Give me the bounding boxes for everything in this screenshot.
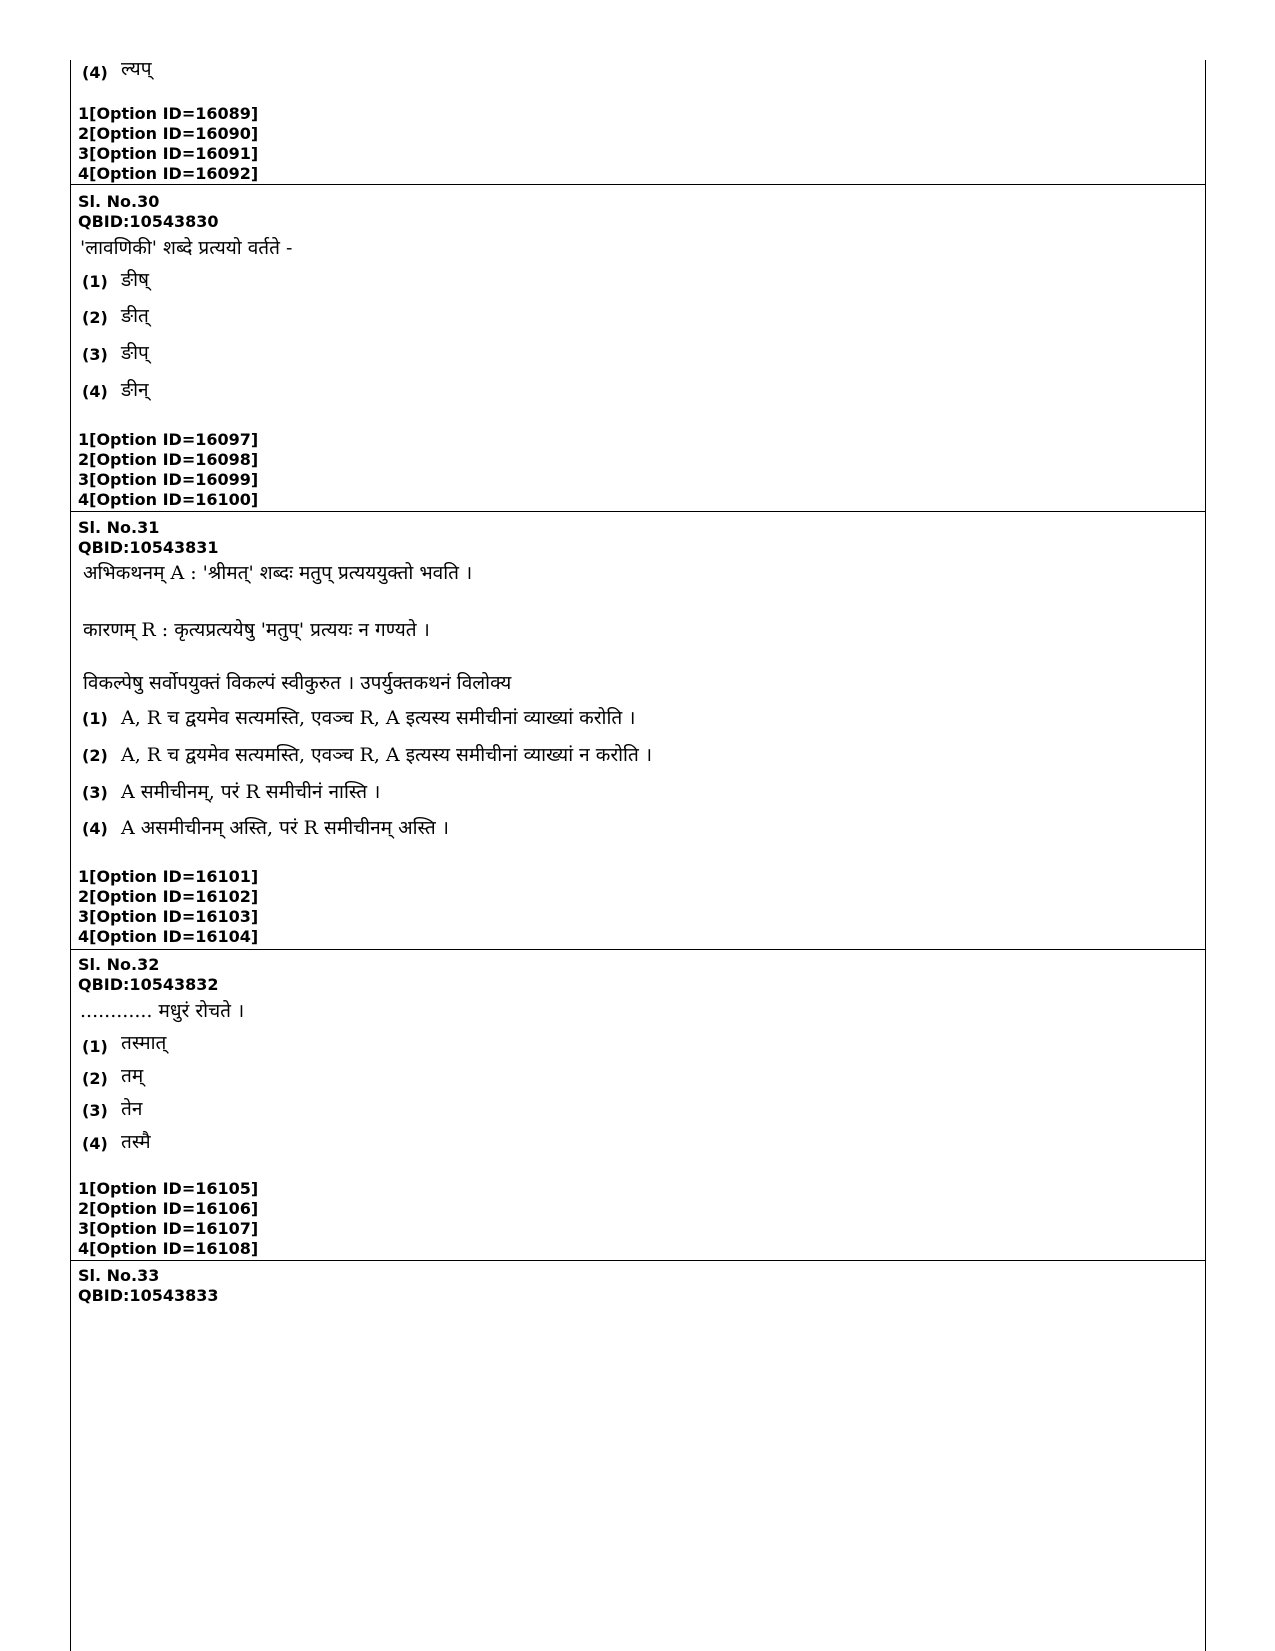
q30-qbid: QBID:10543830 (78, 212, 219, 231)
option-id: 4[Option ID=16104] (78, 927, 259, 946)
option-id: 3[Option ID=16091] (78, 144, 259, 163)
q32-option-2-text: तम् (121, 1065, 144, 1087)
question-divider (71, 949, 1205, 950)
q32-option-3-text: तेन (121, 1098, 143, 1120)
q32-header (78, 955, 219, 995)
q32-option-4-text: तस्मै (121, 1131, 151, 1153)
q32-option-2-number: (2) (82, 1069, 108, 1088)
q31-option-4-number: (4) (82, 819, 108, 838)
q31-reason: कारणम् R : कृत्यप्रत्ययेषु 'मतुप्' प्रत्ययः न गण्यते । (83, 619, 430, 641)
q31-instruction: विकल्पेषु सर्वोपयुक्तं विकल्पं स्वीकुरुत । उपर्युक्तकथनं विलोक्य (83, 672, 512, 694)
q33-header (78, 1266, 219, 1306)
q30-option-3-number: (3) (82, 345, 108, 364)
option-id: 2[Option ID=16106] (78, 1199, 259, 1218)
option-id: 4[Option ID=16100] (78, 490, 259, 509)
q32-option-4-number: (4) (82, 1134, 108, 1153)
option-id: 3[Option ID=16099] (78, 470, 259, 489)
question-divider (71, 1260, 1205, 1261)
q31-option-3-number: (3) (82, 783, 108, 802)
option-id: 2[Option ID=16098] (78, 450, 259, 469)
option-id: 4[Option ID=16108] (78, 1239, 259, 1258)
q29-option-ids (78, 104, 258, 184)
option-id: 1[Option ID=16089] (78, 104, 259, 123)
question-divider (71, 184, 1205, 185)
option-id: 1[Option ID=16101] (78, 867, 259, 886)
q30-option-2-number: (2) (82, 308, 108, 327)
q30-option-2-text: ङीत् (121, 305, 149, 327)
q32-option-ids (78, 1179, 258, 1259)
q30-option-4-text: ङीन् (121, 379, 149, 401)
question-divider (71, 511, 1205, 512)
q29-option-4-number: (4) (82, 63, 108, 82)
q33-serial-number: Sl. No.33 (78, 1266, 160, 1285)
q30-option-4-number: (4) (82, 382, 108, 401)
option-id: 1[Option ID=16105] (78, 1179, 259, 1198)
q30-option-ids (78, 430, 258, 510)
q33-qbid: QBID:10543833 (78, 1286, 219, 1305)
q31-option-ids (78, 867, 258, 947)
q32-question-text: ............ मधुरं रोचते । (80, 1000, 245, 1022)
q32-option-3-number: (3) (82, 1101, 108, 1120)
q31-option-1-text: A, R च द्वयमेव सत्यमस्ति, एवञ्च R, A इत्यस्य समीचीनां व्याख्यां करोति । (121, 707, 636, 729)
q31-assertion: अभिकथनम् A : 'श्रीमत्' शब्दः मतुप् प्रत्यययुक्तो भवति । (83, 562, 473, 584)
q30-question-text: 'लावणिकी' शब्दे प्रत्ययो वर्तते - (80, 237, 293, 259)
q29-option-4-text: ल्यप् (121, 58, 152, 80)
q32-option-1-number: (1) (82, 1037, 108, 1056)
q31-header (78, 518, 219, 558)
option-id: 3[Option ID=16107] (78, 1219, 259, 1238)
option-id: 1[Option ID=16097] (78, 430, 259, 449)
q32-serial-number: Sl. No.32 (78, 955, 160, 974)
option-id: 2[Option ID=16090] (78, 124, 259, 143)
q30-option-3-text: ङीप् (121, 342, 149, 364)
q31-option-4-text: A असमीचीनम् अस्ति, परं R समीचीनम् अस्ति । (121, 817, 449, 839)
q31-option-2-number: (2) (82, 746, 108, 765)
q31-serial-number: Sl. No.31 (78, 518, 160, 537)
q30-serial-number: Sl. No.30 (78, 192, 160, 211)
option-id: 4[Option ID=16092] (78, 164, 259, 183)
q31-option-2-text: A, R च द्वयमेव सत्यमस्ति, एवञ्च R, A इत्यस्य समीचीनां व्याख्यां न करोति । (121, 744, 653, 766)
question-paper-frame (70, 60, 1206, 1651)
q31-qbid: QBID:10543831 (78, 538, 219, 557)
q32-option-1-text: तस्मात् (121, 1032, 167, 1054)
q30-header (78, 192, 219, 232)
q30-option-1-number: (1) (82, 272, 108, 291)
q31-option-3-text: A समीचीनम्, परं R समीचीनं नास्ति । (121, 781, 381, 803)
option-id: 3[Option ID=16103] (78, 907, 259, 926)
q30-option-1-text: ङीष् (121, 269, 150, 291)
q32-qbid: QBID:10543832 (78, 975, 219, 994)
q31-option-1-number: (1) (82, 709, 108, 728)
option-id: 2[Option ID=16102] (78, 887, 259, 906)
